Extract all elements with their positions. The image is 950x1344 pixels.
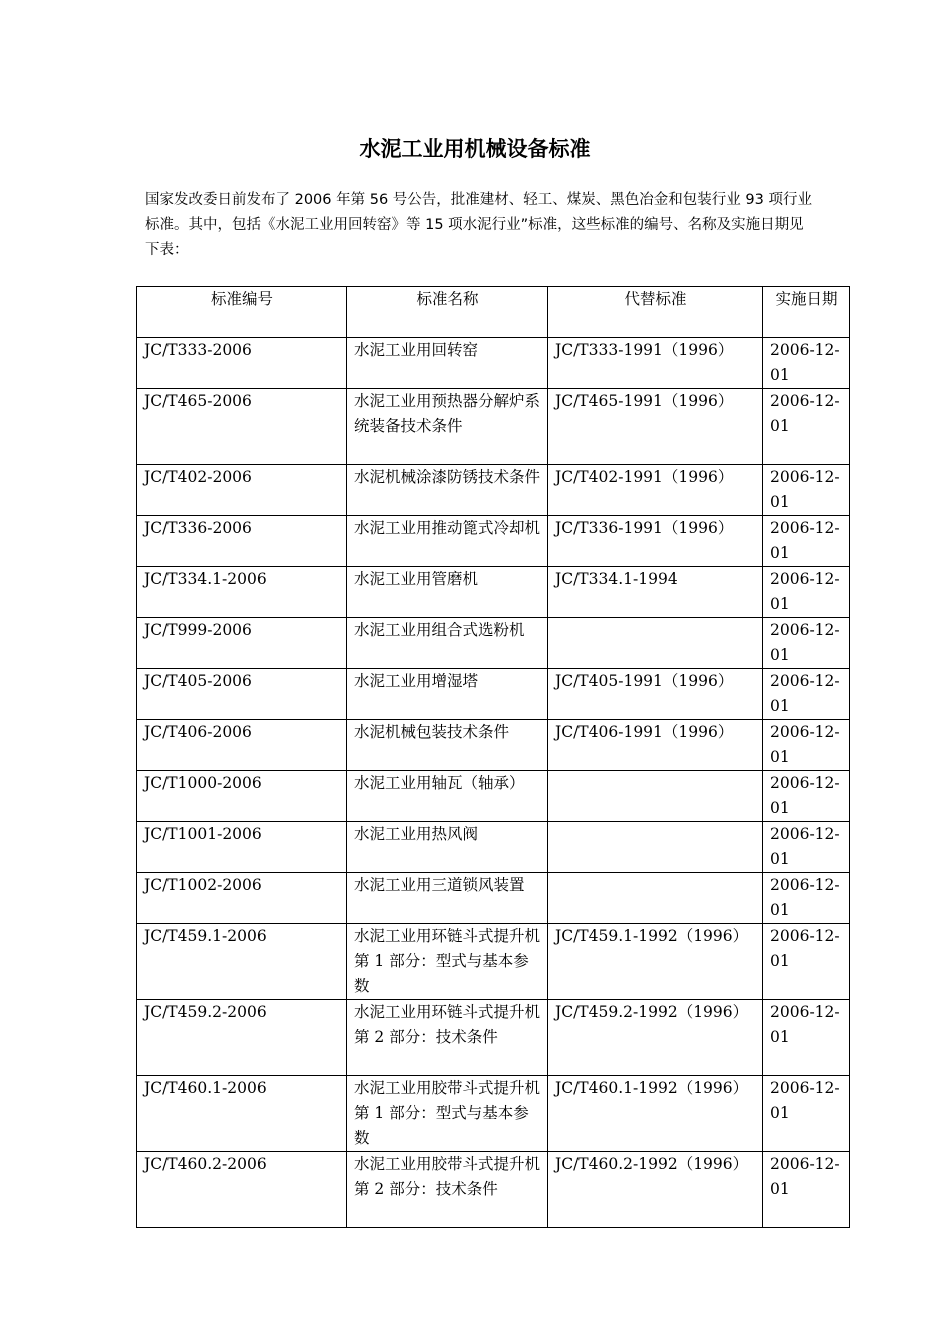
cell-replaces: [548, 771, 763, 822]
cell-replaces: JC/T465-1991（1996）: [548, 389, 763, 465]
cell-code: JC/T459.1-2006: [137, 924, 347, 1000]
table-row: [137, 567, 850, 618]
cell-date: 2006-12-01: [763, 822, 850, 873]
cell-name: 水泥工业用热风阀: [347, 822, 548, 873]
cell-replaces: JC/T334.1-1994: [548, 567, 763, 618]
cell-replaces: JC/T406-1991（1996）: [548, 720, 763, 771]
cell-name: 水泥工业用胶带斗式提升机第 1 部分：型式与基本参数: [347, 1076, 548, 1152]
table-row: [137, 465, 850, 516]
standards-table: [136, 286, 850, 1228]
cell-replaces: JC/T460.2-1992（1996）: [548, 1152, 763, 1228]
cell-date: 2006-12-01: [763, 338, 850, 389]
header-replaces: 代替标准: [548, 287, 763, 338]
table-row: [137, 618, 850, 669]
cell-date: 2006-12-01: [763, 465, 850, 516]
cell-replaces: JC/T460.1-1992（1996）: [548, 1076, 763, 1152]
cell-code: JC/T405-2006: [137, 669, 347, 720]
cell-date: 2006-12-01: [763, 873, 850, 924]
table-row: [137, 389, 850, 465]
cell-replaces: [548, 618, 763, 669]
cell-code: JC/T460.2-2006: [137, 1152, 347, 1228]
cell-replaces: JC/T459.1-1992（1996）: [548, 924, 763, 1000]
cell-replaces: JC/T405-1991（1996）: [548, 669, 763, 720]
cell-name: 水泥工业用三道锁风装置: [347, 873, 548, 924]
intro-paragraph: 国家发改委日前发布了 2006 年第 56 号公告，批准建材、轻工、煤炭、黑色冶金和包装行业 93 项行业标准。其中，包括《水泥工业用回转窑》等 15 项水泥行业”标准，这些标准的编号、名称及实施日期见下表：: [145, 192, 812, 258]
cell-date: 2006-12-01: [763, 720, 850, 771]
cell-name: 水泥工业用环链斗式提升机第 2 部分：技术条件: [347, 1000, 548, 1076]
cell-date: 2006-12-01: [763, 1076, 850, 1152]
cell-name: 水泥工业用环链斗式提升机第 1 部分：型式与基本参数: [347, 924, 548, 1000]
cell-name: 水泥机械涂漆防锈技术条件: [347, 465, 548, 516]
cell-date: 2006-12-01: [763, 1152, 850, 1228]
table-row: [137, 1000, 850, 1076]
cell-replaces: JC/T402-1991（1996）: [548, 465, 763, 516]
cell-date: 2006-12-01: [763, 771, 850, 822]
cell-date: 2006-12-01: [763, 516, 850, 567]
cell-date: 2006-12-01: [763, 567, 850, 618]
table-row: [137, 669, 850, 720]
cell-code: JC/T406-2006: [137, 720, 347, 771]
cell-date: 2006-12-01: [763, 669, 850, 720]
cell-replaces: JC/T336-1991（1996）: [548, 516, 763, 567]
cell-date: 2006-12-01: [763, 1000, 850, 1076]
cell-name: 水泥工业用回转窑: [347, 338, 548, 389]
cell-code: JC/T336-2006: [137, 516, 347, 567]
table-row: [137, 720, 850, 771]
cell-name: 水泥工业用胶带斗式提升机第 2 部分：技术条件: [347, 1152, 548, 1228]
cell-code: JC/T1002-2006: [137, 873, 347, 924]
header-name: 标准名称: [347, 287, 548, 338]
table-row: [137, 771, 850, 822]
cell-name: 水泥机械包装技术条件: [347, 720, 548, 771]
cell-code: JC/T460.1-2006: [137, 1076, 347, 1152]
cell-code: JC/T334.1-2006: [137, 567, 347, 618]
table-row: [137, 924, 850, 1000]
cell-date: 2006-12-01: [763, 389, 850, 465]
cell-code: JC/T1000-2006: [137, 771, 347, 822]
cell-code: JC/T999-2006: [137, 618, 347, 669]
table-header-row: [137, 287, 850, 338]
cell-date: 2006-12-01: [763, 924, 850, 1000]
cell-replaces: JC/T333-1991（1996）: [548, 338, 763, 389]
cell-code: JC/T1001-2006: [137, 822, 347, 873]
table-row: [137, 873, 850, 924]
cell-name: 水泥工业用轴瓦（轴承）: [347, 771, 548, 822]
table-row: [137, 822, 850, 873]
cell-code: JC/T465-2006: [137, 389, 347, 465]
table-row: [137, 1076, 850, 1152]
cell-replaces: JC/T459.2-1992（1996）: [548, 1000, 763, 1076]
cell-name: 水泥工业用组合式选粉机: [347, 618, 548, 669]
cell-date: 2006-12-01: [763, 618, 850, 669]
cell-replaces: [548, 873, 763, 924]
cell-name: 水泥工业用预热器分解炉系统装备技术条件: [347, 389, 548, 465]
table-row: [137, 338, 850, 389]
page-title: 水泥工业用机械设备标准: [359, 137, 591, 162]
table-row: [137, 1152, 850, 1228]
cell-name: 水泥工业用推动篦式冷却机: [347, 516, 548, 567]
cell-code: JC/T459.2-2006: [137, 1000, 347, 1076]
header-date: 实施日期: [763, 287, 850, 338]
cell-name: 水泥工业用管磨机: [347, 567, 548, 618]
cell-code: JC/T402-2006: [137, 465, 347, 516]
cell-replaces: [548, 822, 763, 873]
header-code: 标准编号: [137, 287, 347, 338]
table-row: [137, 516, 850, 567]
cell-code: JC/T333-2006: [137, 338, 347, 389]
cell-name: 水泥工业用增湿塔: [347, 669, 548, 720]
